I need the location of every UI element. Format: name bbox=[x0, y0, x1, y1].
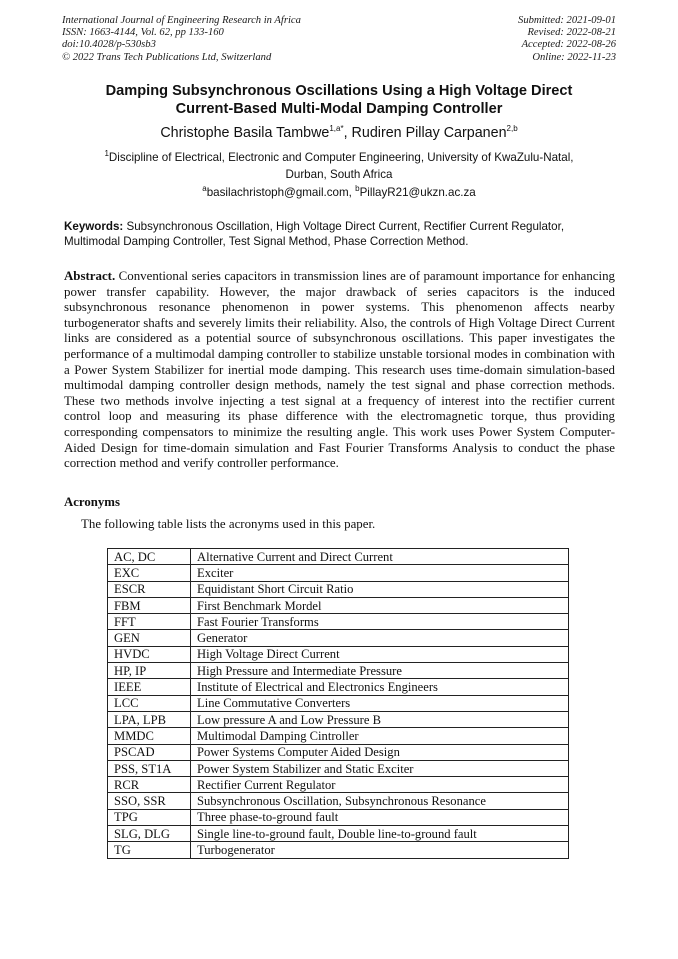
acronym-cell: TG bbox=[108, 842, 191, 858]
meaning-cell: Line Commutative Converters bbox=[191, 695, 569, 711]
journal-info bbox=[62, 15, 301, 64]
table-row bbox=[108, 760, 569, 776]
meaning-cell: Power Systems Computer Aided Design bbox=[191, 744, 569, 760]
authors bbox=[40, 124, 638, 142]
table-row bbox=[108, 826, 569, 842]
affiliation-line-1: Discipline of Electrical, Electronic and Computer Engineering, University of KwaZulu-Natal, bbox=[108, 151, 574, 164]
meaning-cell: High Voltage Direct Current bbox=[191, 646, 569, 662]
table-row bbox=[108, 711, 569, 727]
author-1-affil: 1,a* bbox=[329, 124, 344, 134]
meaning-cell: Exciter bbox=[191, 565, 569, 581]
submission-dates bbox=[518, 15, 616, 64]
revised-date: Revised: 2022-08-21 bbox=[527, 27, 616, 39]
author-2-affil: 2,b bbox=[506, 124, 518, 134]
copyright: © 2022 Trans Tech Publications Ltd, Switzerland bbox=[62, 51, 272, 63]
affiliation bbox=[60, 150, 618, 183]
table-row bbox=[108, 744, 569, 760]
table-row bbox=[108, 565, 569, 581]
table-row bbox=[108, 614, 569, 630]
meaning-cell: Multimodal Damping Cintroller bbox=[191, 728, 569, 744]
email-a-sup: a bbox=[202, 184, 207, 194]
table-row bbox=[108, 793, 569, 809]
acronym-cell: EXC bbox=[108, 565, 191, 581]
paper-title bbox=[40, 82, 638, 118]
meaning-cell: First Benchmark Mordel bbox=[191, 597, 569, 613]
meaning-cell: Rectifier Current Regulator bbox=[191, 777, 569, 793]
acronyms-table bbox=[107, 548, 569, 859]
table-row bbox=[108, 581, 569, 597]
table-row bbox=[108, 549, 569, 565]
acronym-cell: HP, IP bbox=[108, 663, 191, 679]
acronym-cell: SSO, SSR bbox=[108, 793, 191, 809]
meaning-cell: Power System Stabilizer and Static Exciter bbox=[191, 760, 569, 776]
abstract-text: Conventional series capacitors in transmission lines are of paramount importance for enhancing power transfer capability. However, the major drawback of series capacitors is the induced subsynchronous resonance phenomenon in power systems. This phenomenon affects nearby turbogenerator shafts and severely limits their reliability. Also, the controls of High Voltage Direct Current links are considered as a potential source of subsynchronous oscillations. This paper investigates the performance of a multimodal damping controller to stabilize unstable torsional modes in combination with a Power System Stabilizer for inertial mode damping. This research uses time-domain simulation-based multimodal damping controller design methods, namely the test signal and phase correction methods. These two methods involve injecting a test signal at a frequency of interest into the rectifier current control loop and measuring its phase difference with the electromagnetic torque, thus providing corresponding compensators to minimize the resulting angle. This work uses Power System Computer-Aided Design for time-domain simulation and Fast Fourier Transforms Analysis to conduct the phase correction method and verify controller performance. bbox=[64, 269, 615, 471]
abstract bbox=[64, 269, 615, 472]
doi: doi:10.4028/p-530sb3 bbox=[62, 39, 156, 51]
acronyms-intro: The following table lists the acronyms used in this paper. bbox=[81, 517, 376, 531]
meaning-cell: Institute of Electrical and Electronics Engineers bbox=[191, 679, 569, 695]
accepted-date: Accepted: 2022-08-26 bbox=[521, 39, 616, 51]
acronym-cell: GEN bbox=[108, 630, 191, 646]
table-row bbox=[108, 842, 569, 858]
meaning-cell: Three phase-to-ground fault bbox=[191, 809, 569, 825]
table-row bbox=[108, 630, 569, 646]
acronym-cell: HVDC bbox=[108, 646, 191, 662]
email-b[interactable]: PillayR21@ukzn.ac.za bbox=[359, 186, 476, 199]
meaning-cell: Subsynchronous Oscillation, Subsynchronous Resonance bbox=[191, 793, 569, 809]
acronym-cell: FBM bbox=[108, 597, 191, 613]
table-row bbox=[108, 695, 569, 711]
meaning-cell: High Pressure and Intermediate Pressure bbox=[191, 663, 569, 679]
meaning-cell: Turbogenerator bbox=[191, 842, 569, 858]
table-row bbox=[108, 646, 569, 662]
acronym-cell: MMDC bbox=[108, 728, 191, 744]
keywords-text: Subsynchronous Oscillation, High Voltage Direct Current, Rectifier Current Regulator, Multimodal Damping Controller, Test Signal Method, Phase Correction Method. bbox=[64, 220, 565, 249]
table-row bbox=[108, 777, 569, 793]
meaning-cell: Fast Fourier Transforms bbox=[191, 614, 569, 630]
email-separator: , bbox=[348, 186, 356, 199]
acronym-cell: IEEE bbox=[108, 679, 191, 695]
acronym-cell: TPG bbox=[108, 809, 191, 825]
acronym-cell: PSS, ST1A bbox=[108, 760, 191, 776]
keywords bbox=[64, 219, 615, 249]
acronym-cell: ESCR bbox=[108, 581, 191, 597]
submitted-date: Submitted: 2021-09-01 bbox=[518, 15, 616, 26]
abstract-label: Abstract. bbox=[64, 269, 116, 283]
acronym-cell: PSCAD bbox=[108, 744, 191, 760]
author-1: Christophe Basila Tambwe bbox=[160, 125, 330, 141]
meaning-cell: Single line-to-ground fault, Double line-to-ground fault bbox=[191, 826, 569, 842]
email-b-sup: b bbox=[355, 184, 360, 194]
acronym-cell: LPA, LPB bbox=[108, 711, 191, 727]
table-row bbox=[108, 663, 569, 679]
acronym-cell: FFT bbox=[108, 614, 191, 630]
table-row bbox=[108, 597, 569, 613]
table-row bbox=[108, 679, 569, 695]
acronym-cell: LCC bbox=[108, 695, 191, 711]
acronyms-heading: Acronyms bbox=[64, 495, 120, 509]
acronym-cell: RCR bbox=[108, 777, 191, 793]
title-line-2: Current-Based Multi-Modal Damping Controller bbox=[175, 101, 503, 117]
keywords-label: Keywords: bbox=[64, 220, 124, 233]
table-row bbox=[108, 728, 569, 744]
journal-name: International Journal of Engineering Research in Africa bbox=[62, 15, 301, 26]
meaning-cell: Low pressure A and Low Pressure B bbox=[191, 711, 569, 727]
online-date: Online: 2022-11-23 bbox=[532, 51, 616, 63]
acronym-cell: AC, DC bbox=[108, 549, 191, 565]
acronym-cell: SLG, DLG bbox=[108, 826, 191, 842]
meaning-cell: Generator bbox=[191, 630, 569, 646]
title-line-1: Damping Subsynchronous Oscillations Using a High Voltage Direct bbox=[105, 83, 573, 99]
author-2: Rudiren Pillay Carpanen bbox=[351, 125, 507, 141]
affiliation-line-2: Durban, South Africa bbox=[285, 167, 393, 181]
email-a[interactable]: basilachristoph@gmail.com bbox=[206, 186, 349, 199]
acronyms-table-body bbox=[108, 549, 569, 859]
affiliation-sup: 1 bbox=[104, 149, 109, 159]
meaning-cell: Alternative Current and Direct Current bbox=[191, 549, 569, 565]
author-emails bbox=[60, 185, 618, 200]
author-separator: , bbox=[343, 125, 352, 141]
issn-volume: ISSN: 1663-4144, Vol. 62, pp 133-160 bbox=[62, 27, 224, 39]
table-row bbox=[108, 809, 569, 825]
meaning-cell: Equidistant Short Circuit Ratio bbox=[191, 581, 569, 597]
